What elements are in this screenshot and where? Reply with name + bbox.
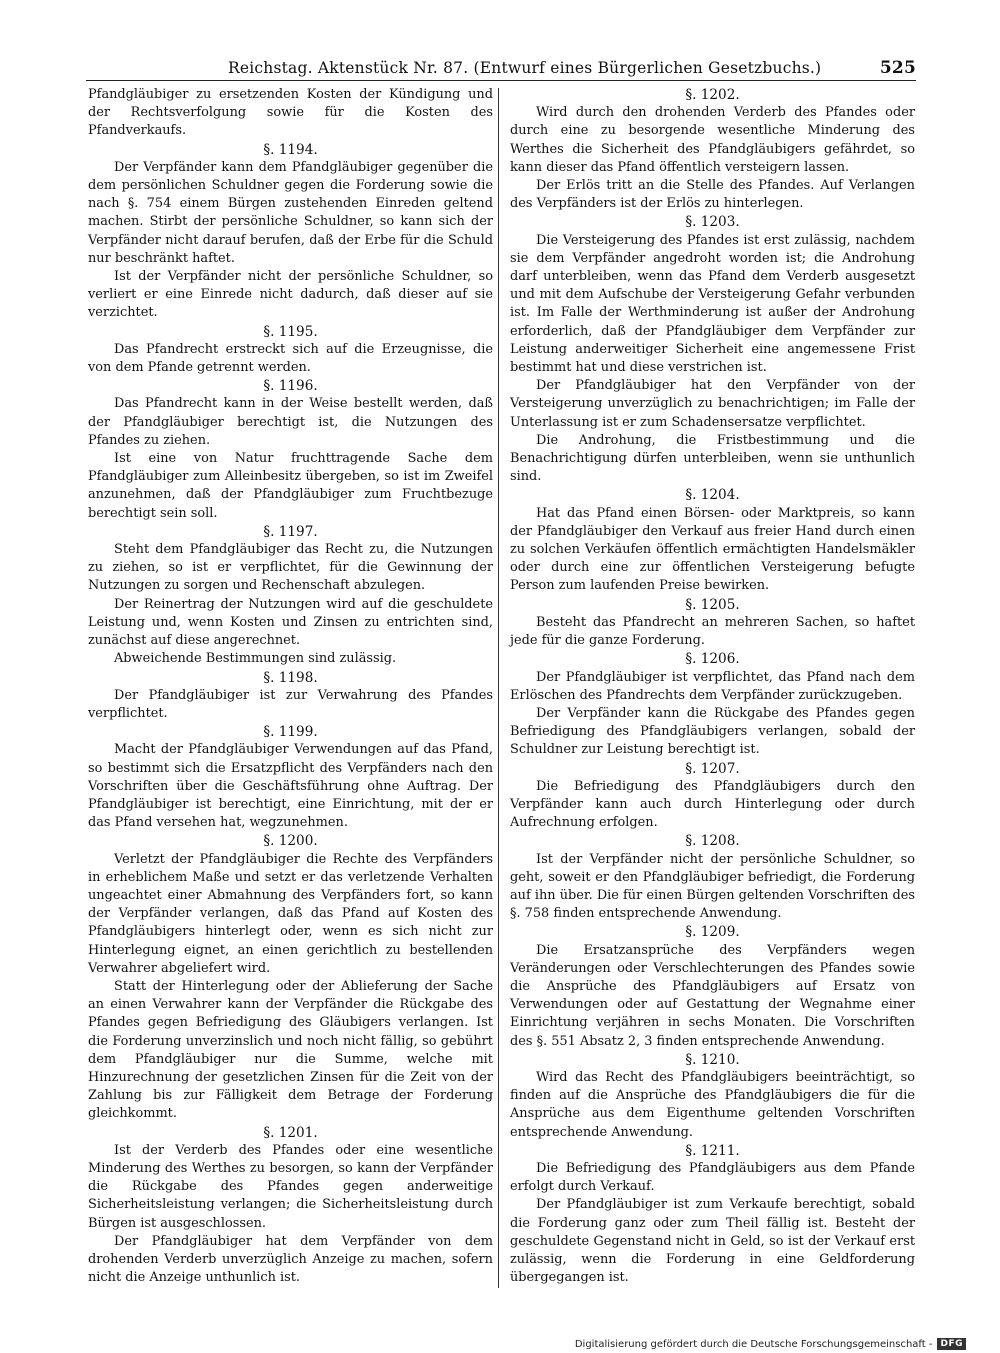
section-heading: §. 1201. — [263, 1124, 318, 1141]
paragraph: Verletzt der Pfandgläubiger die Rechte des Verpfänders in erheblichem Maße und setzt er das verletzende Verhalten ungeachtet einer Abmahnung des Verpfänders fort, so kann der Verpfänder verlangen, daß das Pfand auf Kosten des Pfandgläubigers hinterlegt oder, wenn es sich nicht zur Hinterlegung eignet, an einen gerichtlich zu bestellenden Verwahrer abgeliefert wird. — [88, 851, 493, 976]
section-heading: §. 1206. — [685, 651, 740, 668]
paragraph: Wird das Recht des Pfandgläubigers beeinträchtigt, so finden auf die Ansprüche des Pfandgläubigers die für die Ansprüche aus dem Eigenthume geltenden Vorschriften entsprechende Anwendung. — [510, 1069, 915, 1140]
paragraph: Der Pfandgläubiger ist zum Verkaufe berechtigt, sobald die Forderung ganz oder zum Theil fällig ist. Besteht der geschuldete Gegenstand nicht in Geld, so ist der Verkauf erst zulässig, wenn die Forderung in eine Geldforderung übergegangen ist. — [510, 1197, 915, 1286]
paragraph: Die Androhung, die Fristbestimmung und die Benachrichtigung dürfen unterbleiben, wenn sie unthunlich sind. — [510, 432, 915, 485]
paragraph: Hat das Pfand einen Börsen- oder Marktpreis, so kann der Pfandgläubiger den Verkauf aus freier Hand durch einen zu solchen Verkäufen öffentlich ermächtigten Handelsmäkler oder durch eine zur öffentlichen Versteigerung befugte Person zum laufenden Preise bewirken. — [510, 505, 915, 594]
paragraph: Der Pfandgläubiger hat dem Verpfänder von dem drohenden Verderb unverzüglich Anzeige zu machen, sofern nicht die Anzeige unthunlich ist. — [88, 1233, 493, 1286]
right-column — [510, 86, 915, 1287]
paragraph: Steht dem Pfandgläubiger das Recht zu, die Nutzungen zu ziehen, so ist er verpflichtet, für die Gewinnung der Nutzungen zu sorgen und Rechenschaft abzulegen. — [88, 542, 493, 594]
paragraph: Der Reinertrag der Nutzungen wird auf die geschuldete Leistung und, wenn Kosten und Zinsen zu entrichten sind, zunächst auf diese angerechnet. — [88, 596, 493, 649]
paragraph: Ist eine von Natur fruchttragende Sache dem Pfandgläubiger zum Alleinbesitz übergeben, so ist im Zweifel anzunehmen, daß der Pfandgläubiger zum Fruchtbezuge berechtigt sein soll. — [88, 451, 493, 521]
page-header — [86, 56, 916, 82]
paragraph: Die Befriedigung des Pfandgläubigers durch den Verpfänder kann auch durch Hinterlegung oder durch Aufrechnung erfolgen. — [510, 778, 915, 831]
paragraph: Der Erlös tritt an die Stelle des Pfandes. Auf Verlangen des Verpfänders ist der Erlös zu hinterlegen. — [510, 178, 915, 212]
section-heading: §. 1194. — [263, 141, 318, 158]
section-heading: §. 1208. — [685, 833, 740, 850]
paragraph: Der Pfandgläubiger ist zur Verwahrung des Pfandes verpflichtet. — [88, 687, 493, 721]
section-heading: §. 1204. — [685, 487, 740, 504]
section-heading: §. 1202. — [685, 87, 740, 103]
section-heading: §. 1210. — [685, 1051, 740, 1068]
paragraph: Abweichende Bestimmungen sind zulässig. — [114, 651, 397, 667]
paragraph: Die Befriedigung des Pfandgläubigers aus dem Pfande erfolgt durch Verkauf. — [510, 1160, 915, 1195]
paragraph: Pfandgläubiger zu ersetzenden Kosten der Kündigung und der Rechtsverfolgung sowie für die Kosten des Pfandverkaufs. — [88, 87, 493, 139]
paragraph: Ist der Verpfänder nicht der persönliche Schuldner, so verliert er eine Einrede nicht dadurch, daß dieser auf sie verzichtet. — [88, 269, 493, 321]
paragraph: Ist der Verderb des Pfandes oder eine wesentliche Minderung des Werthes zu besorgen, so kann der Verpfänder die Rückgabe des Pfandes gegen anderweitige Sicherheitsleistung verlangen; die Sicherheitsleistung durch Bürgen ist ausgeschlossen. — [88, 1142, 493, 1231]
section-heading: §. 1203. — [685, 214, 740, 231]
paragraph: Ist der Verpfänder nicht der persönliche Schuldner, so geht, soweit er den Pfandgläubiger befriedigt, die Forderung auf ihn über. Die für einen Bürgen geltenden Vorschriften des §. 758 finden entsprechende Anwendung. — [510, 851, 915, 922]
section-heading: §. 1196. — [263, 378, 318, 395]
footer — [575, 1338, 966, 1350]
paragraph: Der Pfandgläubiger hat den Verpfänder von der Versteigerung unverzüglich zu benachrichtigen; im Falle der Unterlassung ist er zum Schadensersatze verpflichtet. — [510, 378, 915, 430]
left-column — [88, 86, 493, 1287]
paragraph: Die Ersatzansprüche des Verpfänders wegen Veränderungen oder Verschlechterungen des Pfandes sowie die Ansprüche des Pfandgläubigers auf Ersatz von Verwendungen oder auf Gestattung der Wegnahme einer Einrichtung verjähren in sechs Monaten. Die Vorschriften des §. 551 Absatz 2, 3 finden entsprechende Anwendung. — [510, 942, 915, 1049]
paragraph: Wird durch den drohenden Verderb des Pfandes oder durch eine zu besorgende wesentliche Minderung des Werthes die Sicherheit des Pfandgläubigers gefährdet, so kann dieser das Pfand öffentlich versteigern lassen. — [510, 105, 915, 175]
section-heading: §. 1209. — [685, 924, 740, 941]
paragraph: Macht der Pfandgläubiger Verwendungen auf das Pfand, so bestimmt sich die Ersatzpflicht des Verpfänders nach den Vorschriften über die Geschäftsführung ohne Auftrag. Der Pfandgläubiger ist berechtigt, eine Einrichtung, mit der er das Pfand versehen hat, wegzunehmen. — [88, 742, 493, 831]
dfg-logo-icon: DFG — [937, 1338, 966, 1350]
paragraph: Das Pfandrecht erstreckt sich auf die Erzeugnisse, die von dem Pfande getrennt werden. — [88, 341, 493, 376]
paragraph: Die Versteigerung des Pfandes ist erst zulässig, nachdem sie dem Verpfänder angedroht worden ist; die Androhung darf unterbleiben, wenn das Pfand dem Verderb ausgesetzt und mit dem Aufschube der Versteigerung Gefahr verbunden ist. Im Falle der Werthminderung ist außer der Androhung erforderlich, daß der Pfandgläubiger dem Verpfänder zur Leistung anderweitiger Sicherheit eine angemessene Frist bestimmt hat und diese verstrichen ist. — [510, 232, 915, 376]
paragraph: Der Verpfänder kann die Rückgabe des Pfandes gegen Befriedigung des Pfandgläubigers verlangen, sobald der Schuldner zur Leistung berechtigt ist. — [510, 705, 915, 758]
paragraph: Statt der Hinterlegung oder der Ablieferung der Sache an einen Verwahrer kann der Verpfänder die Rückgabe des Pfandes gegen Befriedigung des Gläubigers verlangen. Ist die Forderung unverzinslich und noch nicht fällig, so gebührt dem Pfandgläubiger nur die Summe, welche mit Hinzurechnung der gesetzlichen Zinsen für die Zeit von der Zahlung bis zur Fälligkeit dem Betrage der Forderung gleichkommt. — [88, 978, 493, 1122]
paragraph: Das Pfandrecht kann in der Weise bestellt werden, daß der Pfandgläubiger berechtigt ist, die Nutzungen des Pfandes zu ziehen. — [88, 396, 493, 448]
paragraph: Der Pfandgläubiger ist verpflichtet, das Pfand nach dem Erlöschen des Pfandrechts dem Verpfänder zurückzugeben. — [510, 669, 915, 703]
section-heading: §. 1205. — [685, 596, 740, 613]
section-heading: §. 1211. — [685, 1142, 740, 1159]
section-heading: §. 1198. — [263, 669, 318, 686]
page-number: 525 — [879, 58, 916, 78]
section-heading: §. 1195. — [263, 323, 318, 340]
header-rule — [86, 80, 916, 81]
running-title: Reichstag. Aktenstück Nr. 87. (Entwurf eines Bürgerlichen Gesetzbuchs.) — [228, 59, 822, 77]
footer-credit: Digitalisierung gefördert durch die Deutsche Forschungsgemeinschaft - — [574, 1338, 933, 1350]
section-heading: §. 1197. — [263, 523, 318, 540]
paragraph: Besteht das Pfandrecht an mehreren Sachen, so haftet jede für die ganze Forderung. — [510, 614, 915, 649]
column-divider — [498, 88, 499, 1288]
paragraph: Der Verpfänder kann dem Pfandgläubiger gegenüber die dem persönlichen Schuldner gegen die Forderung sowie die nach §. 754 einem Bürgen zustehenden Einreden geltend machen. Stirbt der persönliche Schuldner, so kann sich der Verpfänder nicht darauf berufen, daß der Erbe für die Schuld nur beschränkt haftet. — [88, 159, 493, 266]
section-heading: §. 1200. — [263, 833, 318, 850]
section-heading: §. 1207. — [685, 760, 740, 777]
section-heading: §. 1199. — [263, 724, 318, 741]
